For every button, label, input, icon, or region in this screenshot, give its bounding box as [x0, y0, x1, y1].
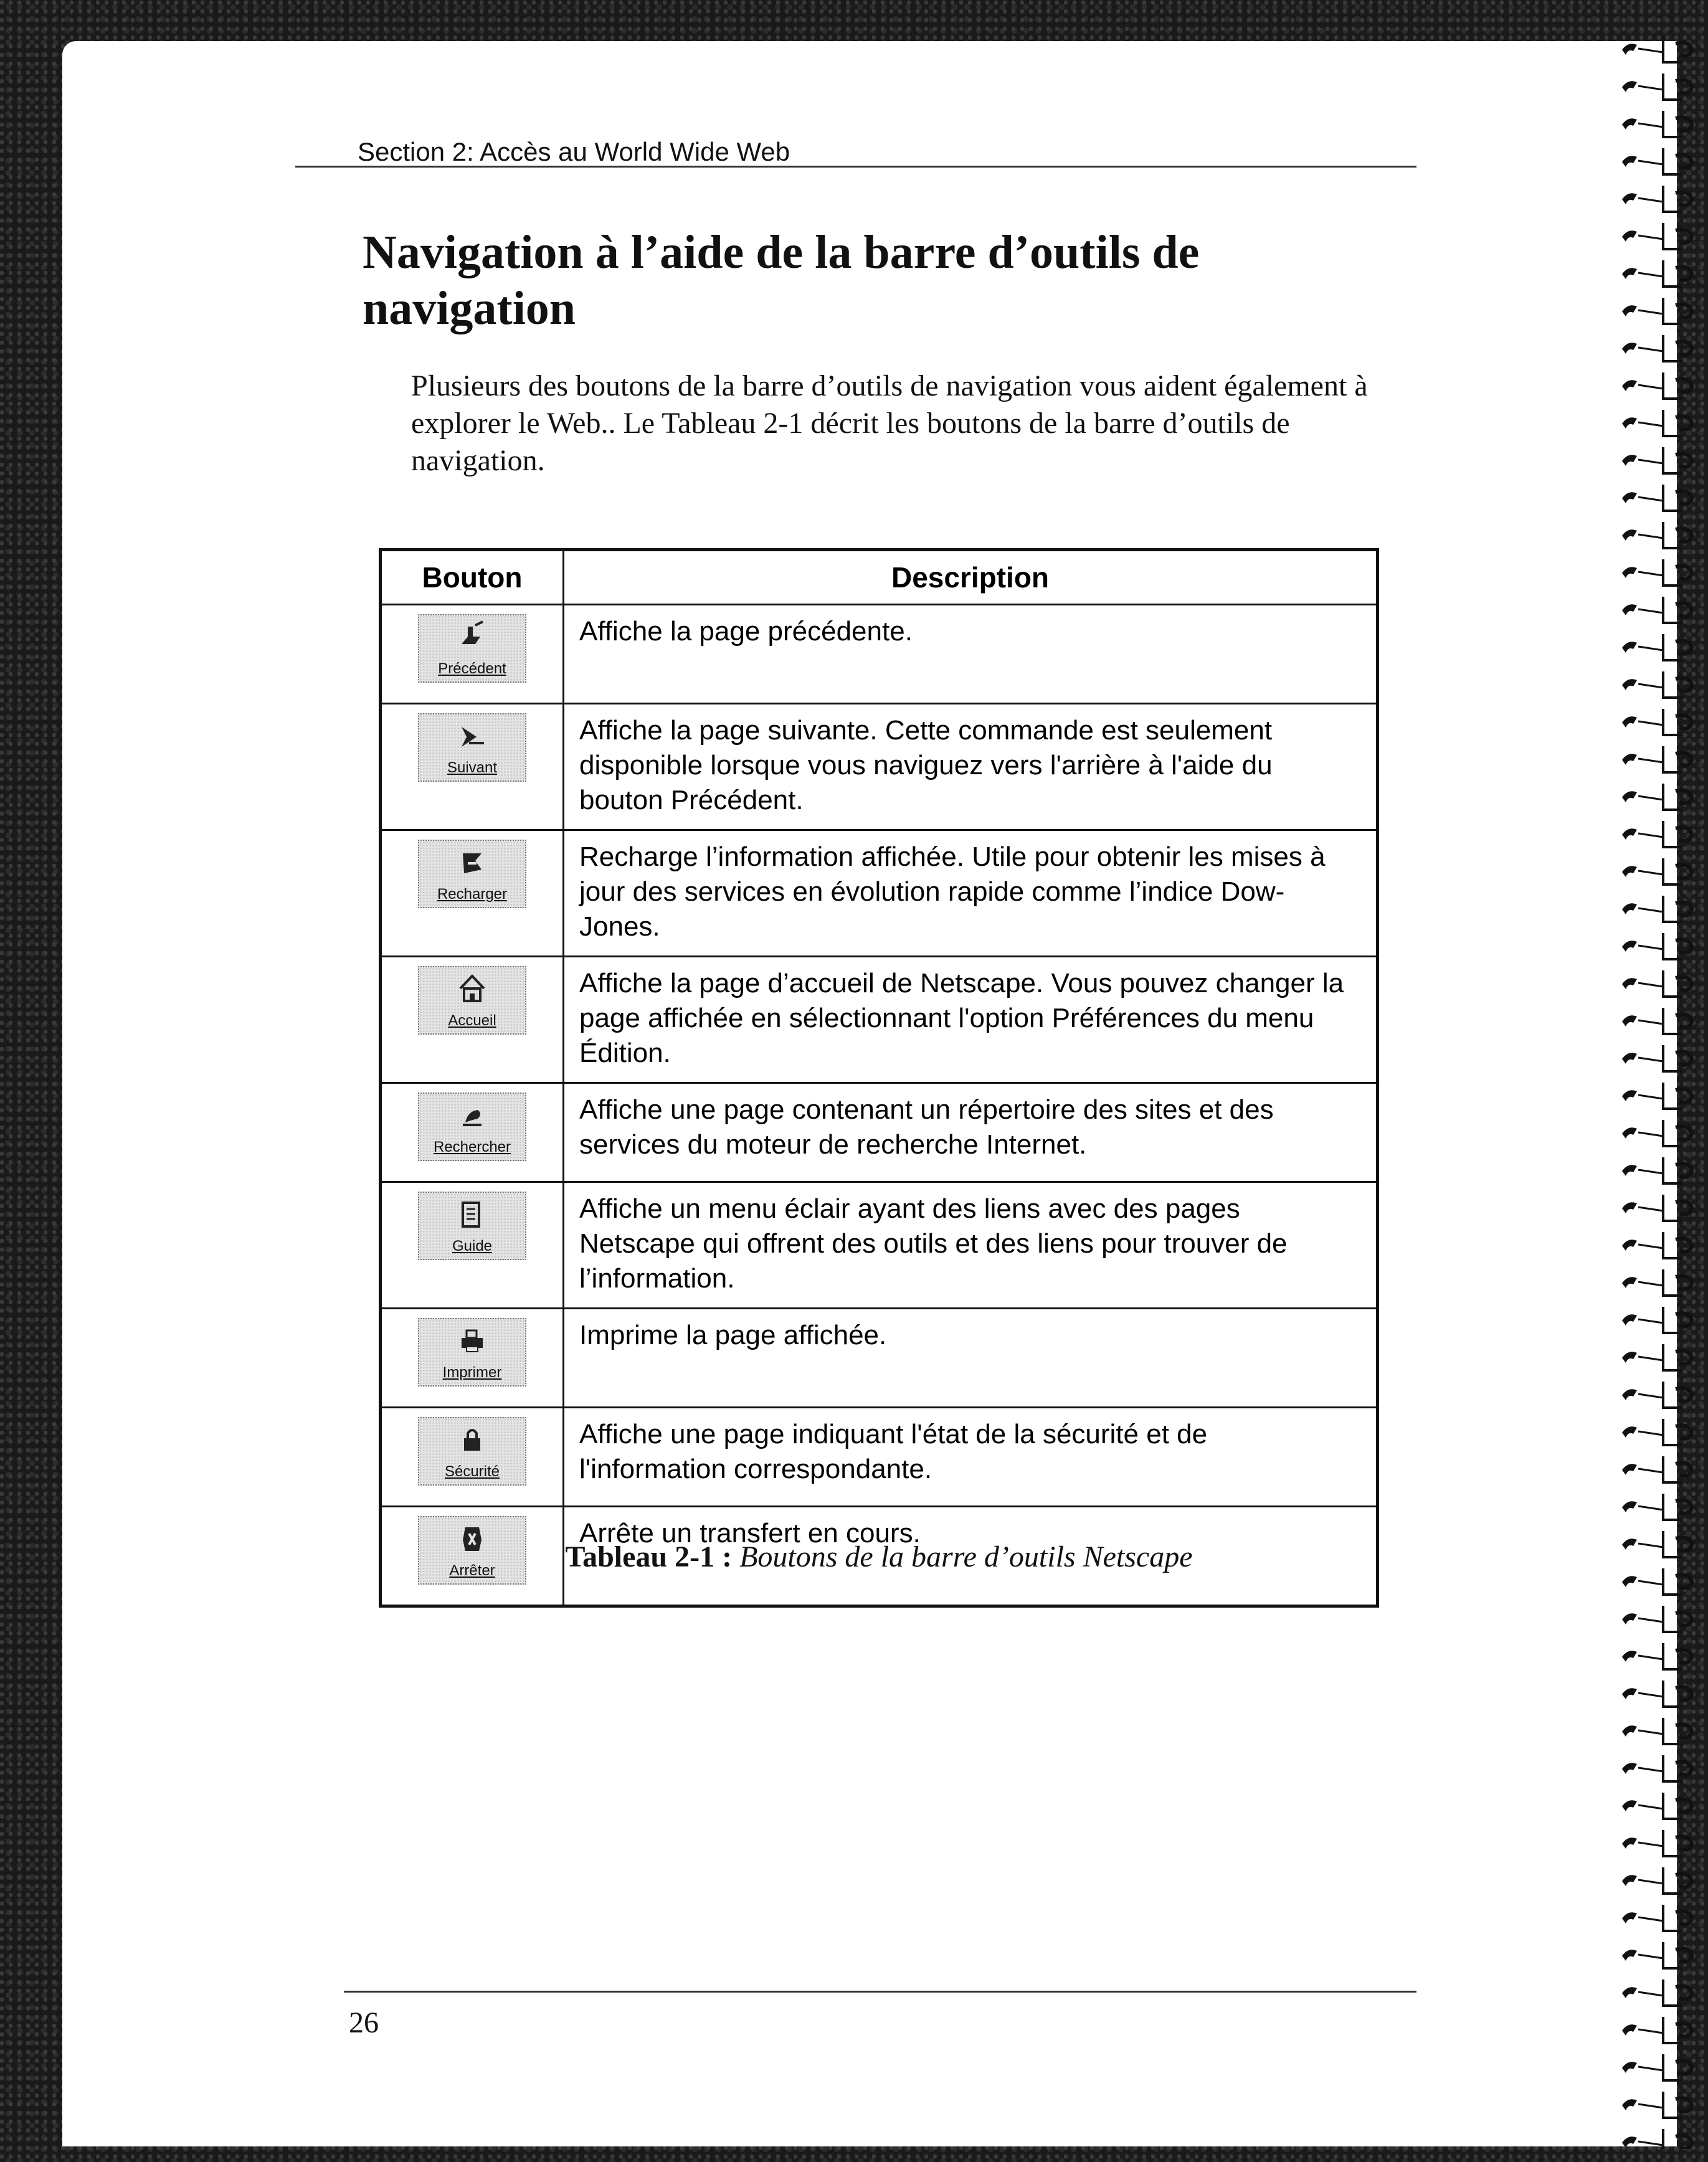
- description-cell: Affiche une page indiquant l'état de la sécurité et de l'information correspondante.: [564, 1408, 1378, 1507]
- description-cell: Affiche une page contenant un répertoire des sites et des services du moteur de recherche Internet.: [564, 1083, 1378, 1182]
- home-button-image: Accueil: [418, 966, 526, 1035]
- reload-button-image: Recharger: [418, 840, 526, 908]
- description-cell: Imprime la page affichée.: [564, 1309, 1378, 1408]
- caption-text: Boutons de la barre d’outils Netscape: [739, 1540, 1193, 1573]
- reload-icon: [457, 845, 488, 882]
- printer-icon: [457, 1323, 488, 1360]
- caption-label: Tableau 2-1 :: [565, 1540, 733, 1573]
- guide-book-icon: [457, 1197, 488, 1234]
- back-arrow-icon: [457, 619, 488, 657]
- search-icon: [457, 1098, 488, 1135]
- footer-rule: [344, 1991, 1416, 1993]
- page-number: 26: [349, 2006, 379, 2039]
- table-row: [381, 704, 1378, 830]
- search-button-image: Rechercher: [418, 1093, 526, 1161]
- table-row: [381, 1408, 1378, 1507]
- description-cell: Arrête un transfert en cours.: [564, 1507, 1378, 1606]
- page-title: Navigation à l’aide de la barre d’outils de navigation: [363, 226, 1200, 334]
- stop-button-image: Arrêter: [418, 1516, 526, 1585]
- forward-arrow-icon: [457, 718, 488, 756]
- table-row: [381, 957, 1378, 1083]
- print-button-image: Imprimer: [418, 1318, 526, 1387]
- spiral-binding: [1613, 31, 1708, 2149]
- home-icon: [457, 971, 488, 1008]
- section-title: Section 2: Accès au World Wide Web: [358, 137, 790, 166]
- column-header-button: Bouton: [381, 550, 564, 605]
- guide-button-image: Guide: [418, 1192, 526, 1260]
- description-cell: Affiche un menu éclair ayant des liens avec des pages Netscape qui offrent des outils et des liens pour trouver de l’information.: [564, 1182, 1378, 1309]
- column-header-description: Description: [564, 550, 1378, 605]
- intro-paragraph: Plusieurs des boutons de la barre d’outils de navigation vous aident également à explorer le Web.. Le Tableau 2-1 décrit les boutons de la barre d’outils de navigation.: [411, 369, 1368, 477]
- description-cell: Affiche la page suivante. Cette commande est seulement disponible lorsque vous naviguez vers l'arrière à l'aide du bouton Précédent.: [564, 704, 1378, 830]
- running-header: [295, 91, 1416, 168]
- table-row: [381, 605, 1378, 704]
- forward-button-image: Suivant: [418, 713, 526, 782]
- table-row: [381, 830, 1378, 957]
- table-row: [381, 1083, 1378, 1182]
- toolbar-buttons-table: [379, 548, 1379, 1608]
- description-cell: Affiche la page précédente.: [564, 605, 1378, 704]
- description-cell: Recharge l’information affichée. Utile pour obtenir les mises à jour des services en évolution rapide comme l’indice Dow-Jones.: [564, 830, 1378, 957]
- back-button-image: Précédent: [418, 614, 526, 683]
- table-row: [381, 1182, 1378, 1309]
- table-row: [381, 1309, 1378, 1408]
- table-header-row: [381, 550, 1378, 605]
- lock-icon: [457, 1422, 488, 1459]
- security-button-image: Sécurité: [418, 1417, 526, 1486]
- description-cell: Affiche la page d’accueil de Netscape. Vous pouvez changer la page affichée en sélectionnant l'option Préférences du menu Édition.: [564, 957, 1378, 1083]
- table-caption: [379, 1540, 1379, 1574]
